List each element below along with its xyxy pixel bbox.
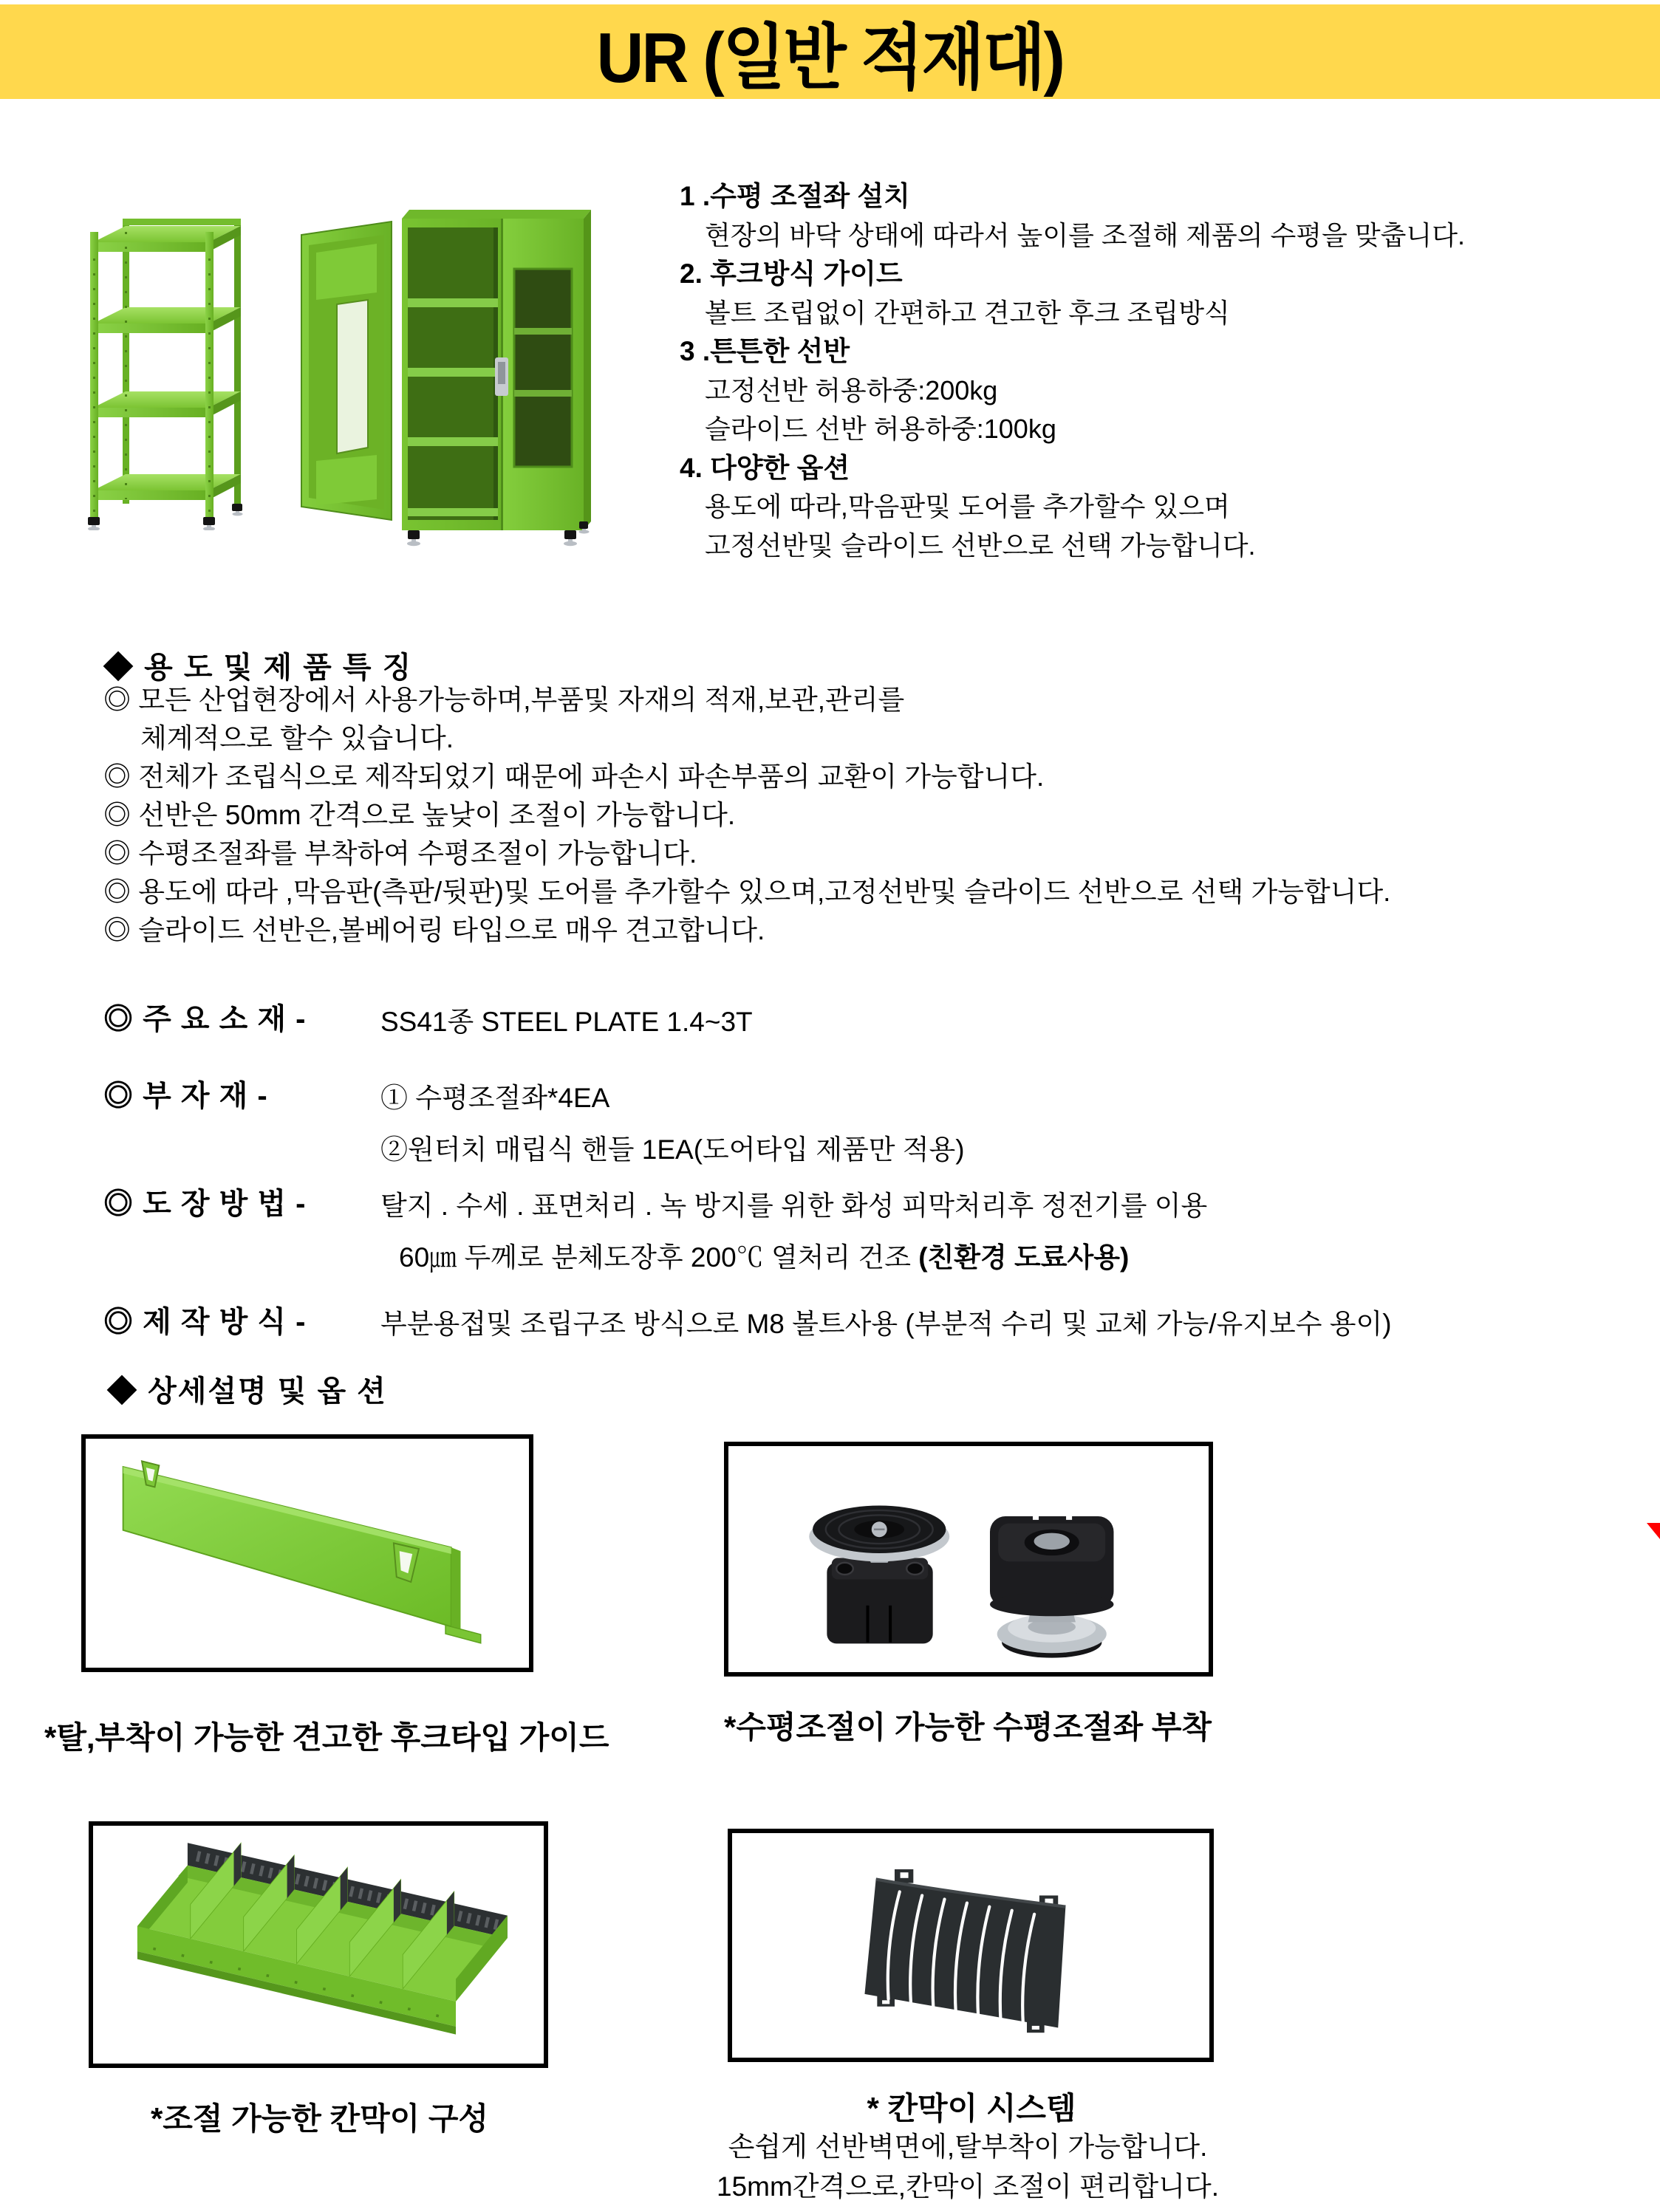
feature-2-body: 볼트 조립없이 간편하고 견고한 후크 조립방식 (705, 297, 1230, 328)
usage-section-title: ◆ 용 도 및 제 품 특 징 (103, 651, 413, 684)
usage-line-6: ◎ 슬라이드 선반은,볼베어링 타입으로 매우 견고합니다. (103, 915, 765, 945)
method-value: 부분용접및 조립구조 방식으로 M8 볼트사용 (부분적 수리 및 교체 가능/유지보수 용이) (380, 1309, 1392, 1339)
usage-line-4: ◎ 수평조절좌를 부착하여 수평조절이 가능합니다. (103, 838, 697, 869)
red-edge-marker (1647, 1523, 1660, 1539)
leveler-image-box (724, 1442, 1213, 1677)
coating-value-2-eco: (친환경 도료사용) (918, 1242, 1130, 1273)
rack-product-image (87, 214, 245, 530)
hook-guide-illustration (86, 1439, 529, 1668)
parts-value-1: ① 수평조절좌*4EA (380, 1083, 610, 1113)
feature-4-body-1: 용도에 따라,막음판및 도어를 추가할수 있으며 (705, 491, 1230, 521)
feature-3-body-2: 슬라이드 선반 허용하중:100kg (705, 414, 1056, 444)
feature-1-body: 현장의 바닥 상태에 따라서 높이를 조절해 제품의 수평을 맞춥니다. (705, 219, 1465, 250)
feature-2-heading: 2. 후크방식 가이드 (680, 258, 903, 289)
partition-subline-1: 손쉽게 선반벽면에,탈부착이 가능합니다. (728, 2131, 1208, 2162)
usage-line-1-wrap: 체계적으로 할수 있습니다. (140, 723, 454, 753)
material-value: SS41종 STEEL PLATE 1.4~3T (380, 1007, 753, 1037)
feature-1-heading: 1 .수평 조절좌 설치 (680, 181, 910, 211)
feature-3-body-1: 고정선반 허용하중:200kg (705, 374, 998, 405)
leveler-caption: *수평조절이 가능한 수평조절좌 부착 (724, 1710, 1212, 1744)
feature-3-heading: 3 .튼튼한 선반 (680, 336, 850, 366)
coating-value-2 (399, 1235, 1129, 1275)
leveler-illustration (728, 1446, 1209, 1672)
hook-guide-image-box (81, 1434, 533, 1672)
partition-image-box (728, 1829, 1214, 2062)
coating-label: ◎ 도 장 방 법 - (103, 1188, 307, 1220)
intro-feature-list (680, 177, 1551, 565)
page-title: UR (일반 적재대) (596, 18, 1064, 97)
parts-value-2: ②원터치 매립식 핸들 1EA(도어타입 제품만 적용) (380, 1134, 965, 1165)
divider-tray-image-box (89, 1821, 548, 2068)
cabinet-product-image (297, 204, 592, 548)
partition-illustration (732, 1833, 1209, 2058)
usage-line-5: ◎ 용도에 따라 ,막음판(측판/뒷판)및 도어를 추가할수 있으며,고정선반및 슬라이드 선반으로 선택 가능합니다. (103, 877, 1391, 907)
material-label: ◎ 주 요 소 재 - (103, 1003, 307, 1035)
title-banner (0, 4, 1660, 99)
partition-subline-2: 15mm간격으로,칸막이 조절이 편리합니다. (716, 2171, 1220, 2202)
usage-bullet-list (103, 681, 1611, 950)
partition-caption: * 칸막이 시스템 (867, 2091, 1076, 2126)
hook-guide-caption: *탈,부착이 가능한 견고한 후크타입 가이드 (44, 1720, 609, 1755)
feature-4-body-2: 고정선반및 슬라이드 선반으로 선택 가능합니다. (705, 530, 1256, 561)
usage-line-3: ◎ 선반은 50mm 간격으로 높낮이 조절이 가능합니다. (103, 800, 736, 830)
usage-line-2: ◎ 전체가 조립식으로 제작되었기 때문에 파손시 파손부품의 교환이 가능합니다. (103, 761, 1045, 792)
usage-line-1: ◎ 모든 산업현장에서 사용가능하며,부품및 자재의 적재,보관,관리를 (103, 685, 905, 715)
details-section-title: ◆ 상세설명 및 옵 션 (107, 1375, 387, 1408)
parts-label: ◎ 부 자 재 - (103, 1080, 268, 1112)
method-label: ◎ 제 작 방 식 - (103, 1306, 307, 1338)
coating-value-1: 탈지 . 수세 . 표면처리 . 녹 방지를 위한 화성 피막처리후 정전기를 이용 (380, 1191, 1208, 1221)
divider-tray-illustration (93, 1826, 544, 2064)
feature-4-heading: 4. 다양한 옵션 (680, 452, 850, 483)
divider-tray-caption: *조절 가능한 칸막이 구성 (150, 2101, 489, 2136)
coating-value-2-text: 60㎛ 두께로 분체도장후 200℃ 열처리 건조 (399, 1242, 919, 1273)
